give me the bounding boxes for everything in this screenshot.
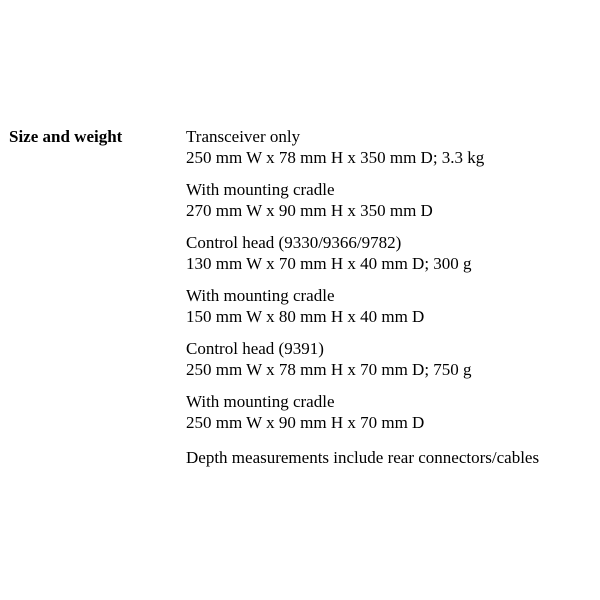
spec-heading: With mounting cradle <box>186 392 335 411</box>
spec-heading: Transceiver only <box>186 127 301 146</box>
spec-entry-control-head-9330 <box>186 232 596 274</box>
spec-value: 270 mm W x 90 mm H x 350 mm D <box>186 201 433 220</box>
spec-value: 250 mm W x 78 mm H x 350 mm D; 3.3 kg <box>186 148 485 167</box>
spec-entry-control-head-9391-cradle <box>186 391 596 433</box>
section-label: Size and weight <box>9 127 123 146</box>
spec-value: 250 mm W x 78 mm H x 70 mm D; 750 g <box>186 360 472 379</box>
spec-value: 130 mm W x 70 mm H x 40 mm D; 300 g <box>186 254 472 273</box>
spec-entry-transceiver-cradle <box>186 179 596 221</box>
spec-value: 150 mm W x 80 mm H x 40 mm D <box>186 307 425 326</box>
spec-heading: With mounting cradle <box>186 180 335 199</box>
spec-entry-control-head-9330-cradle <box>186 285 596 327</box>
depth-note: Depth measurements include rear connectors/cables <box>186 448 540 467</box>
spec-heading: Control head (9330/9366/9782) <box>186 233 402 252</box>
spec-heading: With mounting cradle <box>186 286 335 305</box>
spec-heading: Control head (9391) <box>186 339 324 358</box>
spec-entry-control-head-9391 <box>186 338 596 380</box>
spec-value: 250 mm W x 90 mm H x 70 mm D <box>186 413 425 432</box>
spec-list <box>186 126 596 444</box>
spec-entry-transceiver <box>186 126 596 168</box>
